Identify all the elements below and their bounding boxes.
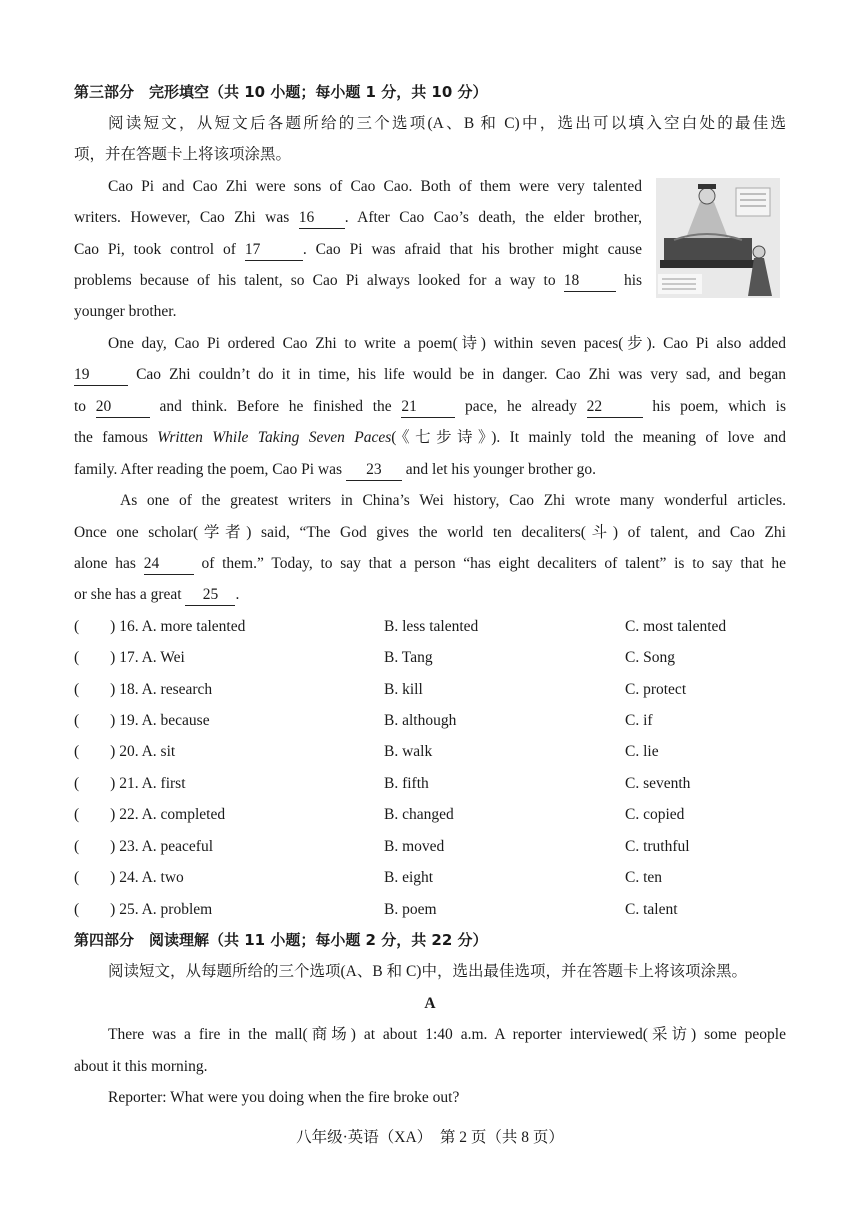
option-20-c: C. lie — [625, 743, 659, 760]
p2-line-5: family. After reading the poem, Cao Pi was 23 and let his younger brother go. — [74, 460, 786, 481]
blank-25: 25 — [185, 585, 235, 606]
option-16-b: B. less talented — [384, 618, 479, 635]
option-22-c: C. copied — [625, 806, 685, 823]
p2-line-3: to 20 and think. Before he finished the 21 pace, he already 22 his poem, which is — [74, 397, 786, 418]
section-a-label: A — [424, 995, 436, 1012]
p2-line-4: the famous Written While Taking Seven Paces(《七步诗》). It mainly told the meaning of love and — [74, 429, 786, 446]
option-19-c: C. if — [625, 712, 653, 729]
part4-instruction: 阅读短文，从每题所给的三个选项(A、B 和 C)中，选出最佳选项，并在答题卡上将该项涂黑。 — [108, 963, 747, 980]
question-17: ( ) 17. A. Wei — [74, 649, 185, 666]
blank-24: 24 — [144, 554, 194, 575]
p3-line-4: or she has a great 25 . — [74, 585, 786, 606]
p2-line-2: 19 Cao Zhi couldn’t do it in time, his life would be in danger. Cao Zhi was very sad, and began — [74, 365, 786, 386]
blank-17: 17 — [245, 240, 303, 261]
option-17-c: C. Song — [625, 649, 675, 666]
p1-line-3: Cao Pi, took control of 17 . Cao Pi was afraid that his brother might cause — [74, 240, 642, 261]
blank-23: 23 — [346, 460, 402, 481]
option-18-c: C. protect — [625, 681, 687, 698]
option-24-c: C. ten — [625, 869, 663, 886]
question-25: ( ) 25. A. problem — [74, 901, 213, 918]
question-22: ( ) 22. A. completed — [74, 806, 226, 823]
p3-line-2: Once one scholar(学者) said, “The God gives the world ten decaliters(斗) of talent, and Cao Zhi — [74, 524, 786, 541]
part4-heading: 第四部分 阅读理解（共 11 小题；每小题 2 分，共 22 分） — [74, 931, 488, 949]
part3-instruction-1: 阅读短文，从短文后各题所给的三个选项(A、B 和 C)中，选出可以填入空白处的最佳选 — [108, 115, 786, 132]
option-22-b: B. changed — [384, 806, 454, 823]
poem-title: Written While Taking Seven Paces — [157, 429, 392, 446]
option-19-b: B. although — [384, 712, 457, 729]
option-21-c: C. seventh — [625, 775, 691, 792]
p3-line-1: As one of the greatest writers in China’s Wei history, Cao Zhi wrote many wonderful articles. — [120, 492, 786, 509]
question-23: ( ) 23. A. peaceful — [74, 838, 214, 855]
blank-18: 18 — [564, 271, 616, 292]
blank-19: 19 — [74, 365, 128, 386]
question-24: ( ) 24. A. two — [74, 869, 184, 886]
blank-22: 22 — [587, 397, 643, 418]
part3-instruction-2: 项，并在答题卡上将该项涂黑。 — [74, 146, 292, 163]
p1-line-1: Cao Pi and Cao Zhi were sons of Cao Cao. Both of them were very talented — [108, 178, 642, 195]
part3-heading: 第三部分 完形填空（共 10 小题；每小题 1 分，共 10 分） — [74, 83, 488, 101]
option-24-b: B. eight — [384, 869, 434, 886]
option-25-c: C. talent — [625, 901, 678, 918]
blank-20: 20 — [96, 397, 150, 418]
option-18-b: B. kill — [384, 681, 423, 698]
page-footer: 八年级·英语（XA） 第 2 页（共 8 页） — [296, 1129, 564, 1146]
p1-line-2: writers. However, Cao Zhi was 16 . After Cao Cao’s death, the elder brother, — [74, 208, 642, 229]
passage-a-line-2: about it this morning. — [74, 1058, 208, 1075]
question-19: ( ) 19. A. because — [74, 712, 210, 729]
blank-16: 16 — [299, 208, 345, 229]
p1-line-5: younger brother. — [74, 303, 177, 320]
option-23-b: B. moved — [384, 838, 445, 855]
option-21-b: B. fifth — [384, 775, 429, 792]
option-23-c: C. truthful — [625, 838, 690, 855]
option-25-b: B. poem — [384, 901, 437, 918]
cao-pi-cao-zhi-illustration — [656, 178, 780, 298]
p1-line-4: problems because of his talent, so Cao Pi always looked for a way to 18 his — [74, 271, 642, 292]
question-18: ( ) 18. A. research — [74, 681, 213, 698]
passage-a-line-1: There was a fire in the mall(商场) at about 1:40 a.m. A reporter interviewed(采访) some people — [108, 1026, 786, 1043]
question-21: ( ) 21. A. first — [74, 775, 186, 792]
option-17-b: B. Tang — [384, 649, 433, 666]
question-20: ( ) 20. A. sit — [74, 743, 176, 760]
blank-21: 21 — [401, 397, 455, 418]
p3-line-3: alone has 24 of them.” Today, to say that a person “has eight decaliters of talent” is to say that he — [74, 554, 786, 575]
passage-a-line-3: Reporter: What were you doing when the fire broke out? — [108, 1089, 460, 1106]
option-16-c: C. most talented — [625, 618, 727, 635]
question-16: ( ) 16. A. more talented — [74, 618, 246, 635]
p2-line-1: One day, Cao Pi ordered Cao Zhi to write a poem(诗) within seven paces(步). Cao Pi also added — [108, 335, 786, 352]
option-20-b: B. walk — [384, 743, 433, 760]
